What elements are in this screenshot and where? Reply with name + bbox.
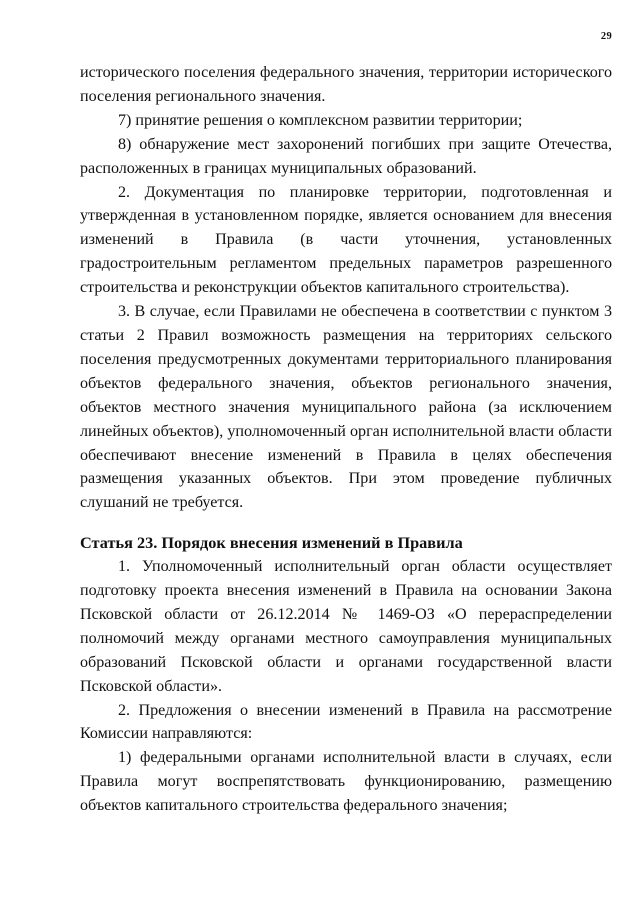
paragraph-continuation: исторического поселения федерального значения, территории исторического поселения регионального значения. <box>80 64 612 105</box>
article-23-list-item-1: 1) федеральными органами исполнительной власти в случаях, если Правила могут воспрепятствовать функционированию, размещению объектов капитального строительства федерального значения; <box>80 749 612 815</box>
list-item-8: 8) обнаружение мест захоронений погибших при защите Отечества, расположенных в границах муниципальных образований. <box>80 135 612 177</box>
paragraph-2: 2. Документация по планировке территории, подготовленная и утвержденная в установленном порядке, является основанием для внесения изменений в Правила (в части уточнения, установленных градостроительным регламентом предельных параметров разрешенного строительства и реконструкции объектов капитального строительства). <box>80 183 612 297</box>
paragraph-3: 3. В случае, если Правилами не обеспечена в соответствии с пунктом 3 статьи 2 Правил возможность размещения на территориях сельского поселения предусмотренных документами территориального планирования объектов федерального значения, объектов регионального значения, объектов местного значения муниципального района (за исключением линейных объектов), уполномоченный орган исполнительной власти области обеспечивают внесение изменений в Правила в целях обеспечения размещения указанных объектов. При этом проведение публичных слушаний не требуется. <box>80 303 612 512</box>
list-item-7: 7) принятие решения о комплексном развитии территории; <box>118 111 523 129</box>
document-body <box>80 61 612 818</box>
article-23-paragraph-1: 1. Уполномоченный исполнительный орган области осуществляет подготовку проекта внесения изменений в Правила на основании Закона Псковской области от 26.12.2014 № 1469-ОЗ «О перераспределении полномочий между органами местного самоуправления муниципальных образований Псковской области и органами государственной власти Псковской области». <box>80 558 612 695</box>
article-23-paragraph-2: 2. Предложения о внесении изменений в Правила на рассмотрение Комиссии направляются: <box>80 701 612 743</box>
article-23-heading: Статья 23. Порядок внесения изменений в Правила <box>80 533 463 553</box>
page-number: 29 <box>600 31 612 42</box>
